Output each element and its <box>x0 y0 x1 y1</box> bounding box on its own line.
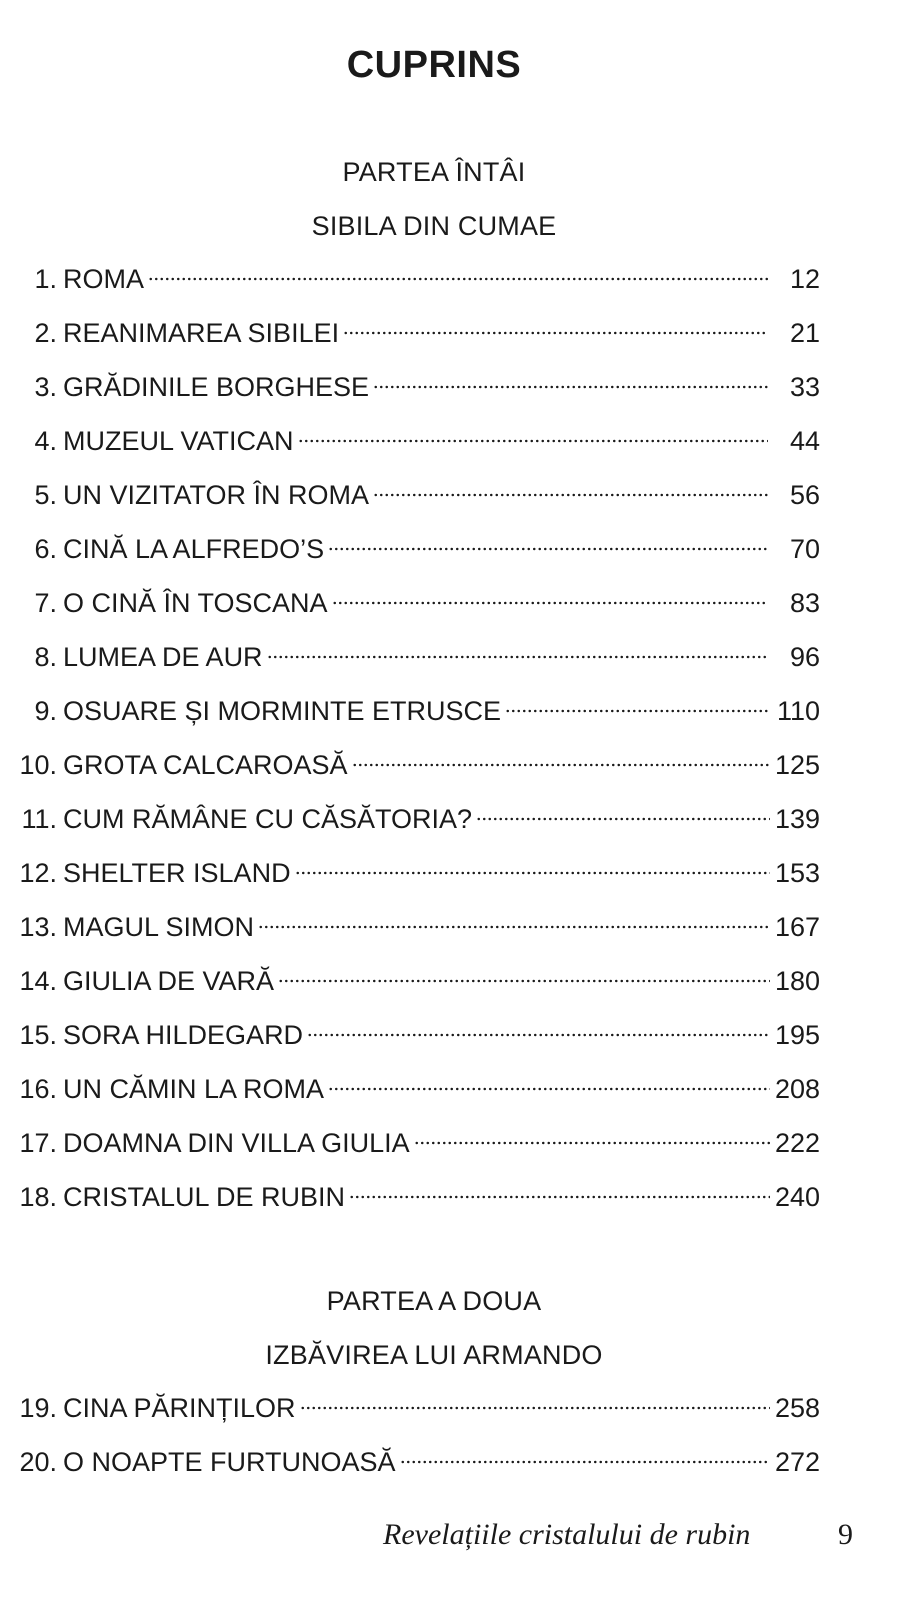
chapter-number: 3. <box>34 372 57 402</box>
chapter-number: 10. <box>19 750 57 780</box>
toc-entry[interactable] <box>14 426 820 466</box>
part-one-subtitle: SIBILA DIN CUMAE <box>311 211 557 241</box>
chapter-number: 14. <box>19 966 57 996</box>
chapter-number: 2. <box>34 318 57 348</box>
toc-entry[interactable] <box>14 534 820 574</box>
chapter-number: 7. <box>34 588 57 618</box>
chapter-number: 20. <box>19 1447 57 1477</box>
chapter-page-number: 222 <box>774 1128 820 1158</box>
dot-leader <box>352 762 770 768</box>
dot-leader <box>258 924 770 930</box>
chapter-title: DOAMNA DIN VILLA GIULIA <box>63 1128 410 1158</box>
chapter-title: MUZEUL VATICAN <box>63 426 294 456</box>
running-footer-title: Revelațiile cristalului de rubin <box>383 1518 751 1551</box>
chapter-page-number: 44 <box>789 426 820 456</box>
chapter-number: 5. <box>34 480 57 510</box>
dot-leader <box>307 1032 770 1038</box>
chapter-title: SORA HILDEGARD <box>63 1020 304 1050</box>
chapter-title: GROTA CALCAROASĂ <box>63 750 348 780</box>
dot-leader <box>505 708 770 714</box>
part-two-subtitle: IZBĂVIREA LUI ARMANDO <box>265 1340 603 1370</box>
chapter-title: CINĂ LA ALFREDO’S <box>63 534 325 564</box>
chapter-page-number: 70 <box>789 534 820 564</box>
chapter-page-number: 12 <box>789 264 820 294</box>
toc-entry[interactable] <box>14 1182 820 1222</box>
chapter-title: GIULIA DE VARĂ <box>63 966 275 996</box>
chapter-title: ROMA <box>63 264 144 294</box>
dot-leader <box>349 1194 770 1200</box>
page-title: CUPRINS <box>346 44 522 86</box>
dot-leader <box>278 978 770 984</box>
chapter-page-number: 240 <box>774 1182 820 1212</box>
toc-entry[interactable] <box>14 912 820 952</box>
toc-entry[interactable] <box>14 318 820 358</box>
chapter-title: UN CĂMIN LA ROMA <box>63 1074 325 1104</box>
chapter-page-number: 153 <box>774 858 820 888</box>
dot-leader <box>328 1086 770 1092</box>
chapter-page-number: 272 <box>774 1447 820 1477</box>
chapter-number: 17. <box>19 1128 57 1158</box>
chapter-title: O CINĂ ÎN TOSCANA <box>63 588 328 618</box>
dot-leader <box>328 546 768 552</box>
toc-entry[interactable] <box>14 1393 820 1433</box>
chapter-page-number: 167 <box>774 912 820 942</box>
toc-entry[interactable] <box>14 1128 820 1168</box>
toc-entry[interactable] <box>14 966 820 1006</box>
dot-leader <box>295 870 770 876</box>
toc-entry[interactable] <box>14 696 820 736</box>
toc-entry[interactable] <box>14 750 820 790</box>
chapter-page-number: 180 <box>774 966 820 996</box>
chapter-page-number: 33 <box>789 372 820 402</box>
toc-entry[interactable] <box>14 264 820 304</box>
chapter-number: 13. <box>19 912 57 942</box>
chapter-number: 12. <box>19 858 57 888</box>
toc-entry[interactable] <box>14 1074 820 1114</box>
chapter-title: OSUARE ȘI MORMINTE ETRUSCE <box>63 696 502 726</box>
dot-leader <box>343 330 768 336</box>
dot-leader <box>300 1405 770 1411</box>
chapter-number: 11. <box>21 804 57 834</box>
chapter-number: 15. <box>19 1020 57 1050</box>
chapter-title: LUMEA DE AUR <box>63 642 263 672</box>
dot-leader <box>148 276 768 282</box>
dot-leader <box>414 1140 770 1146</box>
chapter-number: 8. <box>34 642 57 672</box>
chapter-title: CINA PĂRINȚILOR <box>63 1393 296 1423</box>
chapter-title: REANIMAREA SIBILEI <box>63 318 340 348</box>
chapter-page-number: 258 <box>774 1393 820 1423</box>
chapter-title: O NOAPTE FURTUNOASĂ <box>63 1447 396 1477</box>
dot-leader <box>332 600 768 606</box>
chapter-page-number: 96 <box>789 642 820 672</box>
chapter-page-number: 125 <box>774 750 820 780</box>
dot-leader <box>373 492 768 498</box>
toc-entry[interactable] <box>14 1020 820 1060</box>
chapter-page-number: 110 <box>776 696 820 726</box>
toc-entry[interactable] <box>14 642 820 682</box>
chapter-number: 9. <box>34 696 57 726</box>
chapter-number: 1. <box>34 264 57 294</box>
chapter-title: GRĂDINILE BORGHESE <box>63 372 370 402</box>
chapter-page-number: 208 <box>774 1074 820 1104</box>
chapter-page-number: 56 <box>789 480 820 510</box>
chapter-page-number: 83 <box>789 588 820 618</box>
dot-leader <box>298 438 768 444</box>
part-one-label: PARTEA ÎNTÂI <box>342 157 526 187</box>
chapter-title: SHELTER ISLAND <box>63 858 291 888</box>
part-two-label: PARTEA A DOUA <box>326 1286 542 1316</box>
chapter-number: 6. <box>34 534 57 564</box>
chapter-page-number: 195 <box>774 1020 820 1050</box>
chapter-number: 18. <box>19 1182 57 1212</box>
chapter-page-number: 139 <box>774 804 820 834</box>
footer-page-number: 9 <box>838 1518 853 1551</box>
chapter-title: CRISTALUL DE RUBIN <box>63 1182 346 1212</box>
chapter-number: 19. <box>19 1393 57 1423</box>
chapter-title: UN VIZITATOR ÎN ROMA <box>63 480 370 510</box>
chapter-number: 4. <box>34 426 57 456</box>
toc-entry[interactable] <box>14 804 820 844</box>
toc-entry[interactable] <box>14 372 820 412</box>
toc-entry[interactable] <box>14 480 820 520</box>
dot-leader <box>400 1459 770 1465</box>
toc-entry[interactable] <box>14 588 820 628</box>
chapter-page-number: 21 <box>789 318 820 348</box>
toc-entry[interactable] <box>14 1447 820 1487</box>
toc-entry[interactable] <box>14 858 820 898</box>
chapter-number: 16. <box>19 1074 57 1104</box>
dot-leader <box>373 384 768 390</box>
chapter-title: MAGUL SIMON <box>63 912 255 942</box>
chapter-title: CUM RĂMÂNE CU CĂSĂTORIA? <box>63 804 473 834</box>
dot-leader <box>267 654 768 660</box>
dot-leader <box>476 816 770 822</box>
